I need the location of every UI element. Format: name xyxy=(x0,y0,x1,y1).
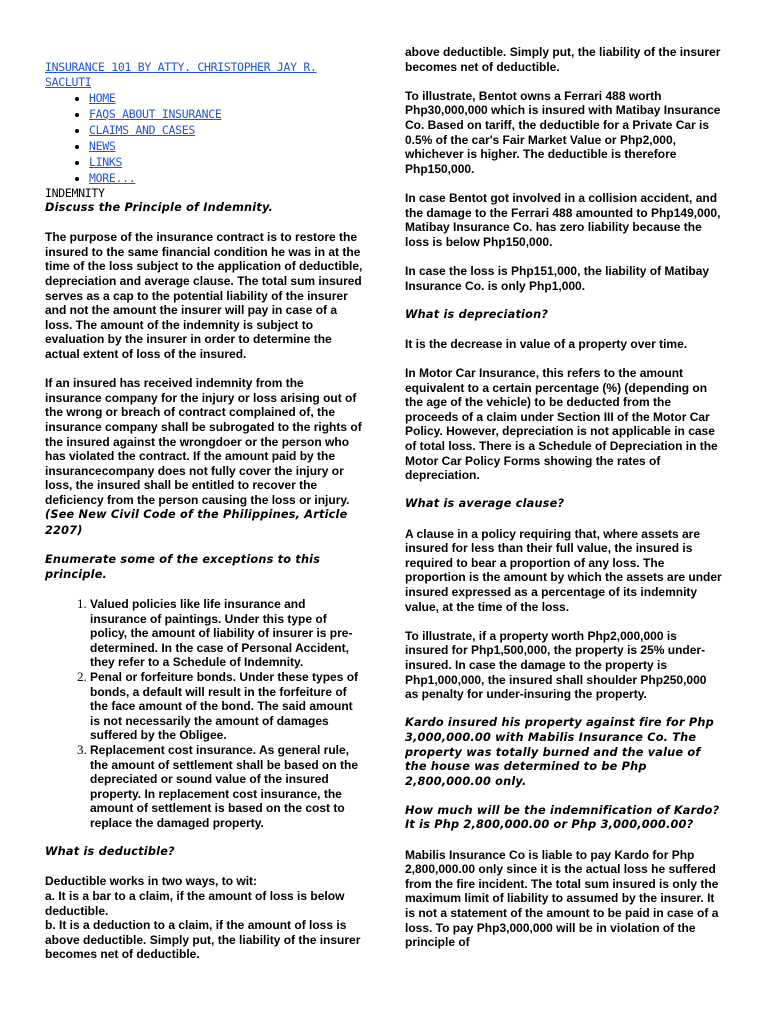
deductible-point-b-continued: above deductible. Simply put, the liability of the insurer becomes net of deductible. xyxy=(405,45,721,74)
nav-item-more[interactable] xyxy=(89,170,363,186)
exception-item: 3. Replacement cost insurance. As general rule, the amount of settlement shall be based on the depreciated or sound value of the insured property. In replacement cost insurance, the amount of settlement is based on the cost to replace the damaged property. xyxy=(90,743,363,831)
question-depreciation: What is depreciation? xyxy=(405,307,549,321)
nav-link-links[interactable]: LINKS xyxy=(89,155,123,169)
nav-link-news[interactable]: NEWS xyxy=(89,139,116,153)
nav-link-more[interactable]: MORE... xyxy=(89,171,136,185)
deductible-intro: Deductible works in two ways, to wit: xyxy=(45,874,258,889)
question-kardo-indemnification: How much will be the indemnification of Kardo? It is Php 2,800,000.00 or Php 3,000,000.00? xyxy=(405,803,720,832)
nav-menu xyxy=(45,90,363,186)
nav-link-home[interactable]: HOME xyxy=(89,91,116,105)
nav-link-claims[interactable]: CLAIMS AND CASES xyxy=(89,123,195,137)
paragraph-underinsured-illustration: To illustrate, if a property worth Php2,000,000 is insured for Php1,500,000, the property is 25% under-insured. In case the damage to the property is Php1,000,000, the insured shall shoulder Php250,000 as penalty for under-insuring the property. xyxy=(405,628,707,702)
nav-item-claims[interactable] xyxy=(89,122,363,138)
question-average-clause: What is average clause? xyxy=(405,497,565,511)
paragraph-subrogation xyxy=(45,376,363,539)
left-column xyxy=(45,0,363,962)
civil-code-citation: (See New Civil Code of the Philippines, Article 2207) xyxy=(45,508,348,538)
question-deductible: What is deductible? xyxy=(45,845,175,859)
paragraph-deductible xyxy=(45,874,363,962)
exception-item: 1. Valued policies like life insurance and insurance of paintings. Under this type of policy, the amount of liability of insurer is pre-determined. In the case of Personal Accident, they refer to a Schedule of Indemnity. xyxy=(90,597,363,670)
paragraph-average-clause-def: A clause in a policy requiring that, where assets are insured for less than their full value, the insured is required to bear a proportion of any loss. The proportion is the amount by which the assets are under insured expressed as a percentage of its indemnity value, at the time of the loss. xyxy=(405,526,722,614)
deductible-point-b: b. It is a deduction to a claim, if the amount of loss is above deductible. Simply put, the liability of the insurer becomes net of deductible. xyxy=(45,918,361,962)
paragraph-depreciation-def: It is the decrease in value of a property over time. xyxy=(405,336,688,351)
nav-item-links[interactable] xyxy=(89,154,363,170)
question-exceptions: Enumerate some of the exceptions to this principle. xyxy=(45,553,321,581)
question-kardo-case: Kardo insured his property against fire for Php 3,000,000.00 with Mabilis Insurance Co. The property was totally burned and the value of the house was determined to be Php 2,800,000.00 only. xyxy=(405,716,714,788)
exceptions-list xyxy=(45,597,363,831)
nav-item-home[interactable] xyxy=(89,90,363,106)
exception-item: 2. Penal or forfeiture bonds. Under these types of bonds, a default will result in the forfeiture of the face amount of the bond. The said amount is not necessarily the amount of damages suffered by the Obligee. xyxy=(90,670,363,743)
deductible-point-a: a. It is a bar to a claim, if the amount of loss is below deductible. xyxy=(45,888,345,918)
nav-item-news[interactable] xyxy=(89,138,363,154)
paragraph-motor-car: In Motor Car Insurance, this refers to the amount equivalent to a certain percentage (%) (depending on the age of the vehicle) to be deducted from the proceeds of a claim under Section III of the Motor Car Policy. However, depreciation is not applicable in case of total loss. There is a Schedule of Depreciation in the Motor Car Policy Forms showing the rates of depreciation. xyxy=(405,366,718,483)
site-title-link[interactable]: INSURANCE 101 BY ATTY. CHRISTOPHER JAY R. SACLUTI xyxy=(45,60,317,89)
nav-item-faqs[interactable] xyxy=(89,106,363,122)
paragraph-bentot-illustration: To illustrate, Bentot owns a Ferrari 488 worth Php30,000,000 which is insured with Matibay Insurance Co. Based on tariff, the deductible for a Private Car is 0.5% of the car's Fair Market Value or Php2,000, whichever is higher. The deductible is therefore Php150,000. xyxy=(405,88,721,176)
paragraph-collision: In case Bentot got involved in a collision accident, and the damage to the Ferrari 488 amounted to Php149,000, Matibay Insurance Co. has zero liability because the loss is below Php150,000. xyxy=(405,190,721,249)
paragraph-kardo-answer: Mabilis Insurance Co is liable to pay Kardo for Php 2,800,000.00 only since it is the actual loss he suffered from the fire incident. The total sum insured is only the maximum limit of liability to assumed by the insurer. It is not a statement of the amount to be paid in case of a loss. To pay Php3,000,000 will be in violation of the principle of xyxy=(405,847,719,950)
article-heading: INDEMNITY xyxy=(45,186,105,200)
right-column xyxy=(405,0,723,964)
paragraph-subrogation-text: If an insured has received indemnity from the insurance company for the injury or loss arising out of the wrong or breach of contract complained of, the insurance company shall be subrogated to the rights of the insured against the wrongdoer or the person who has violated the contract. If the amount paid by the insurancecompany does not fully cover the injury or loss, the insured shall be entitled to recover the deficiency from the person causing the loss or injury. xyxy=(45,376,362,507)
paragraph-loss-151k: In case the loss is Php151,000, the liability of Matibay Insurance Co. is only Php1,000. xyxy=(405,263,710,293)
question-principle: Discuss the Principle of Indemnity. xyxy=(45,201,273,214)
paragraph-purpose: The purpose of the insurance contract is to restore the insured to the same financial condition he was in at the time of the loss subject to the application of deductible, depreciation and average clause. The total sum insured serves as a cap to the potential liability of the insurer and not the amount the insurer will pay in case of a loss. The amount of the indemnity is subject to evaluation by the insurer in order to determine the actual extent of loss of the insured. xyxy=(45,230,363,361)
nav-link-faqs[interactable]: FAQS ABOUT INSURANCE xyxy=(89,107,222,121)
